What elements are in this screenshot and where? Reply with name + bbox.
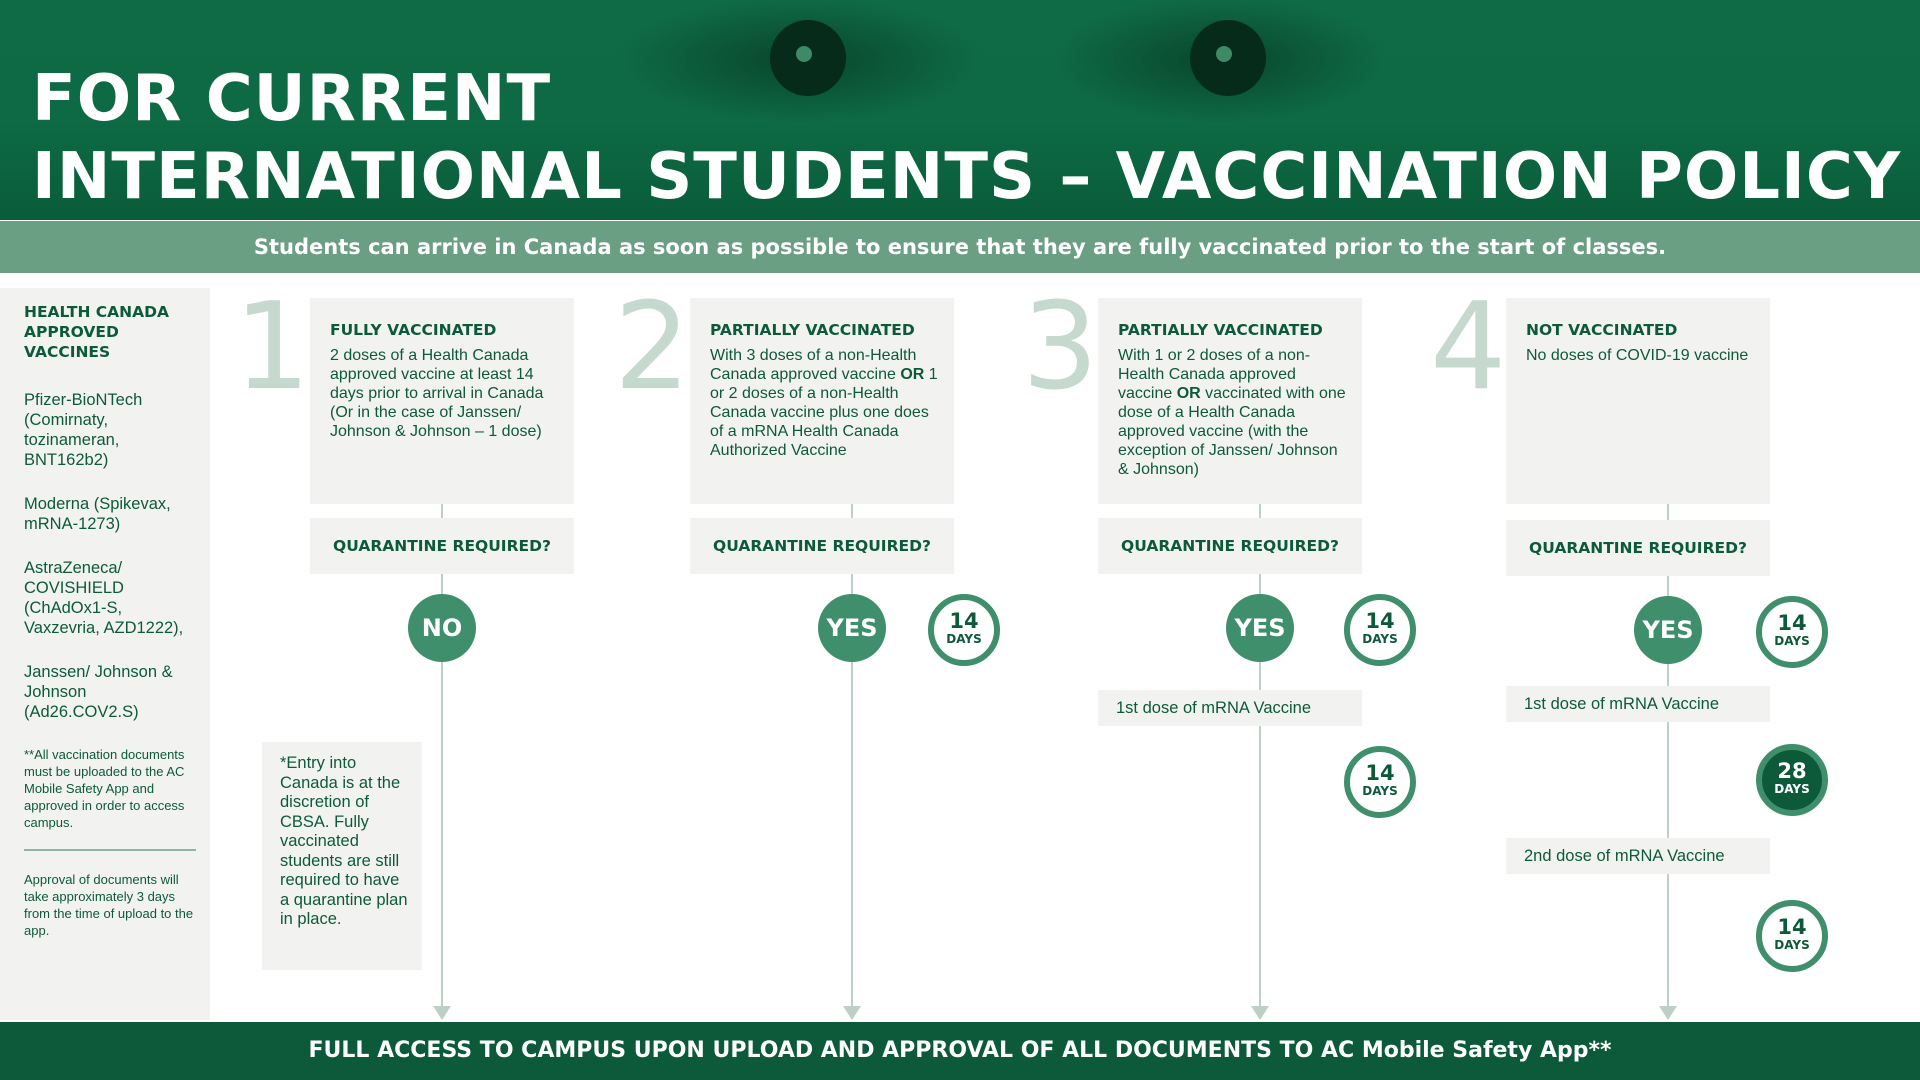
flow-arrow (843, 1006, 861, 1020)
quarantine-question: QUARANTINE REQUIRED? (310, 518, 574, 574)
days-number: 14 (1365, 609, 1395, 633)
upload-note: **All vaccination documents must be uploaded to the AC Mobile Safety App and approved in order to access campus. (24, 747, 185, 830)
answer-no: NO (408, 594, 476, 662)
days-unit: DAYS (946, 632, 982, 646)
entry-note: *Entry into Canada is at the discretion of CBSA. Fully vaccinated students are still required to have a quarantine plan in place. (262, 742, 422, 970)
status-card (1098, 298, 1362, 504)
status-description (1118, 346, 1348, 479)
column-not-vaccinated (1430, 278, 1810, 1020)
footer-banner: FULL ACCESS TO CAMPUS UPON UPLOAD AND APPROVAL OF ALL DOCUMENTS TO AC Mobile Safety App** (0, 1022, 1920, 1080)
step-number: 4 (1430, 278, 1507, 417)
status-card (1506, 298, 1770, 504)
quarantine-question: QUARANTINE REQUIRED? (690, 518, 954, 574)
quarantine-question: QUARANTINE REQUIRED? (1506, 520, 1770, 576)
days-number: 28 (1777, 759, 1807, 783)
status-card (310, 298, 574, 504)
days-unit: DAYS (1362, 632, 1398, 646)
flow-arrow (433, 1006, 451, 1020)
days-unit: DAYS (1774, 634, 1810, 648)
days-unit: DAYS (1774, 782, 1810, 796)
final-wait-days-badge (1756, 900, 1828, 972)
approved-vaccines-sidebar (0, 288, 210, 1020)
desc-part-b: 1 or 2 doses of a non-Health Canada vaccine plus one does of a mRNA Health Canada Authorized Vaccine (710, 366, 938, 459)
title-line-1: FOR CURRENT (32, 62, 552, 136)
status-description (710, 346, 940, 460)
vaccine-item: Janssen/ Johnson & Johnson (Ad26.COV2.S) (24, 663, 173, 721)
days-number: 14 (1777, 611, 1807, 635)
days-number: 14 (1777, 915, 1807, 939)
vaccine-item: Pfizer-BioNTech (Comirnaty, tozinameran, BNT162b2) (24, 391, 143, 469)
first-dose-step: 1st dose of mRNA Vaccine (1506, 686, 1770, 722)
quarantine-days-badge (1756, 596, 1828, 668)
days-unit: DAYS (1362, 784, 1398, 798)
sidebar-divider (24, 849, 196, 851)
days-unit: DAYS (1774, 938, 1810, 952)
status-card (690, 298, 954, 504)
status-description: 2 doses of a Health Canada approved vaccine at least 14 days prior to arrival in Canada (Or in the case of Janssen/ Johnson & Johnson – 1 dose) (330, 347, 544, 440)
page-title (32, 60, 1901, 216)
flow-arrow (1251, 1006, 1269, 1020)
status-title: FULLY VACCINATED (330, 321, 497, 339)
status-title: PARTIALLY VACCINATED (710, 321, 915, 339)
answer-yes: YES (1634, 596, 1702, 664)
status-title: NOT VACCINATED (1526, 321, 1678, 339)
desc-or: OR (1176, 385, 1201, 402)
quarantine-days-badge (1344, 594, 1416, 666)
step-number: 1 (234, 278, 311, 417)
second-dose-step: 2nd dose of mRNA Vaccine (1506, 838, 1770, 874)
column-fully-vaccinated (234, 278, 554, 1020)
flow-line (441, 504, 443, 1016)
title-line-2: INTERNATIONAL STUDENTS – VACCINATION POLICY (32, 140, 1902, 214)
vaccine-item: Moderna (Spikevax, mRNA-1273) (24, 495, 171, 533)
desc-or: OR (900, 366, 925, 383)
step-number: 2 (614, 278, 691, 417)
vaccine-item: AstraZeneca/ COVISHIELD (ChAdOx1-S, Vaxzevria, AZD1222), (24, 559, 184, 637)
days-number: 14 (1365, 761, 1395, 785)
quarantine-question: QUARANTINE REQUIRED? (1098, 518, 1362, 574)
flow-line (1259, 504, 1261, 1016)
column-partially-vaccinated-a (614, 278, 982, 1020)
header-banner (0, 0, 1920, 220)
wait-days-badge (1756, 744, 1828, 816)
status-description: No doses of COVID-19 vaccine (1526, 347, 1749, 364)
flow-line (1667, 504, 1669, 1016)
desc-part-b: vaccinated with one dose of a Health Canada approved vaccine (with the exception of Janssen/ Johnson & Johnson) (1118, 385, 1346, 478)
answer-yes: YES (818, 594, 886, 662)
subtitle-bar: Students can arrive in Canada as soon as possible to ensure that they are fully vaccinated prior to the start of classes. (0, 221, 1920, 273)
days-number: 14 (949, 609, 979, 633)
step-number: 3 (1022, 278, 1099, 417)
quarantine-days-badge (928, 594, 1000, 666)
flow-arrow (1659, 1006, 1677, 1020)
wait-days-badge (1344, 746, 1416, 818)
desc-part-a: With 1 or 2 doses of a non-Health Canada approved vaccine (1118, 347, 1311, 402)
sidebar-heading: HEALTH CANADA APPROVED VACCINES (24, 303, 170, 361)
column-partially-vaccinated-b (1022, 278, 1398, 1020)
answer-yes: YES (1226, 594, 1294, 662)
desc-part-a: With 3 doses of a non-Health Canada approved vaccine (710, 347, 917, 383)
first-dose-step: 1st dose of mRNA Vaccine (1098, 690, 1362, 726)
status-title: PARTIALLY VACCINATED (1118, 321, 1323, 339)
flow-line (851, 504, 853, 1016)
approval-note: Approval of documents will take approximately 3 days from the time of upload to the app. (24, 872, 194, 938)
